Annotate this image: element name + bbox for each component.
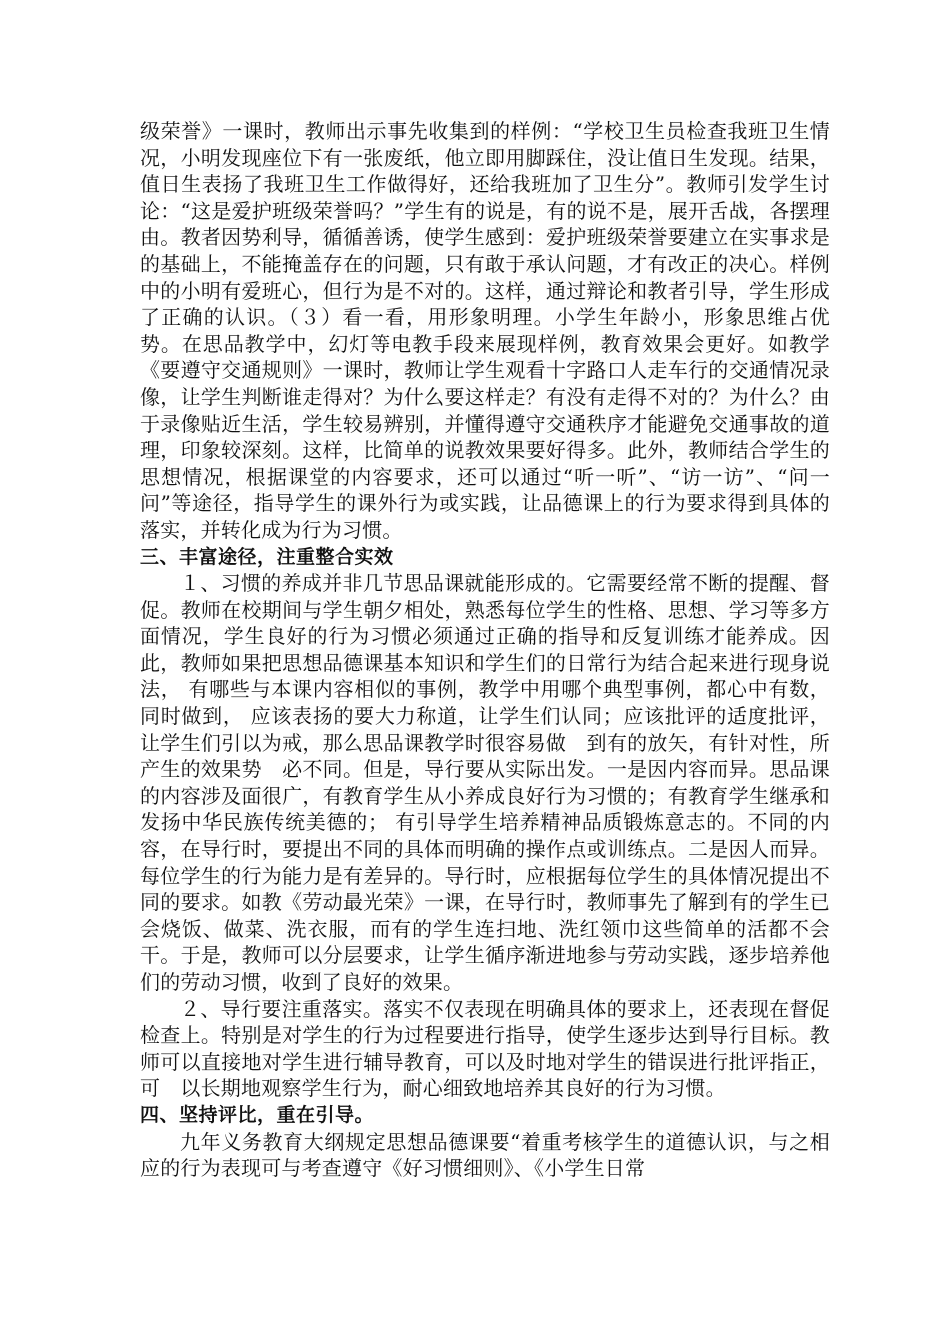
body-paragraph: ２、导行要注重落实。落实不仅表现在明确具体的要求上，还表现在督促检查上。特别是对学生的行为过程要进行指导，使学生逐步达到导行目标。教师可以直接地对学生进行辅导教育，可以及时地对学生的错误进行批评指正，可 以长期地观察学生行为，耐心细致地培养其良好的行为习惯。 <box>140 996 830 1101</box>
section-heading: 四、坚持评比，重在引导。 <box>140 1103 375 1126</box>
section-heading: 三、丰富途径，注重整合实效 <box>140 545 394 568</box>
body-paragraph: 九年义务教育大纲规定思想品德课要“着重考核学生的道德认识，与之相应的行为表现可与考查遵守《好习惯细则》、《小学生日常 <box>140 1129 830 1181</box>
document-page <box>140 118 830 1182</box>
body-paragraph: １、习惯的养成并非几节思品课就能形成的。它需要经常不断的提醒、督促。教师在校期间与学生朝夕相处，熟悉每位学生的性格、思想、学习等多方面情况，学生良好的行为习惯必须通过正确的指导和反复训练才能养成。因此，教师如果把思想品德课基本知识和学生们的日常行为结合起来进行现身说法， 有哪些与本课内容相似的事例，教学中用哪个典型事例，都心中有数，同时做到， 应该表扬的要大力称道，让学生们认同；应该批评的适度批评，让学生们引以为戒，那么思品课教学时很容易做 到有的放矢，有针对性，所产生的效果势 必不同。但是，导行要从实际出发。一是因内容而异。思品课的内容涉及面很广，有教育学生从小养成良好行为习惯的；有教育学生继承和发扬中华民族传统美德的； 有引导学生培养精神品质锻炼意志的。不同的内容，在导行时，要提出不同的具体而明确的操作点或训练点。二是因人而异。每位学生的行为能力是有差异的。导行时，应根据每位学生的具体情况提出不同的要求。如教《劳动最光荣》一课，在导行时，教师事先了解到有的学生已会烧饭、做菜、洗衣服，而有的学生连扫地、洗红领巾这些简单的活都不会干。于是，教师可以分层要求，让学生循序渐进地参与劳动实践，逐步培养他们的劳动习惯，收到了良好的效果。 <box>140 571 830 994</box>
body-paragraph: 级荣誉》一课时，教师出示事先收集到的样例：“学校卫生员检查我班卫生情况，小明发现座位下有一张废纸，他立即用脚踩住，没让值日生发现。结果，值日生表扬了我班卫生工作做得好，还给我班加了卫生分”。教师引发学生讨论：“这是爱护班级荣誉吗？”学生有的说是，有的说不是，展开舌战，各摆理由。教者因势利导，循循善诱，使学生感到：爱护班级荣誉要建立在实事求是的基础上，不能掩盖存在的问题，只有敢于承认问题，才有改正的决心。样例中的小明有爱班心，但行为是不对的。这样，通过辩论和教者引导，学生形成了正确的认识。（３）看一看，用形象明理。小学生年龄小，形象思维占优势。在思品教学中，幻灯等电教手段来展现样例，教育效果会更好。如教学《要遵守交通规则》一课时，教师让学生观看十字路口人走车行的交通情况录像，让学生判断谁走得对？为什么要这样走？有没有走得不对的？为什么？由于录像贴近生活，学生较易辨别，并懂得遵守交通秩序才能避免交通事故的道理，印象较深刻。这样，比简单的说教效果要好得多。此外，教师结合学生的思想情况，根据课堂的内容要求，还可以通过“听一听”、“访一访”、“问一问”等途径，指导学生的课外行为或实践，让品德课上的行为要求得到具体的 落实，并转化成为行为习惯。 <box>140 119 830 542</box>
